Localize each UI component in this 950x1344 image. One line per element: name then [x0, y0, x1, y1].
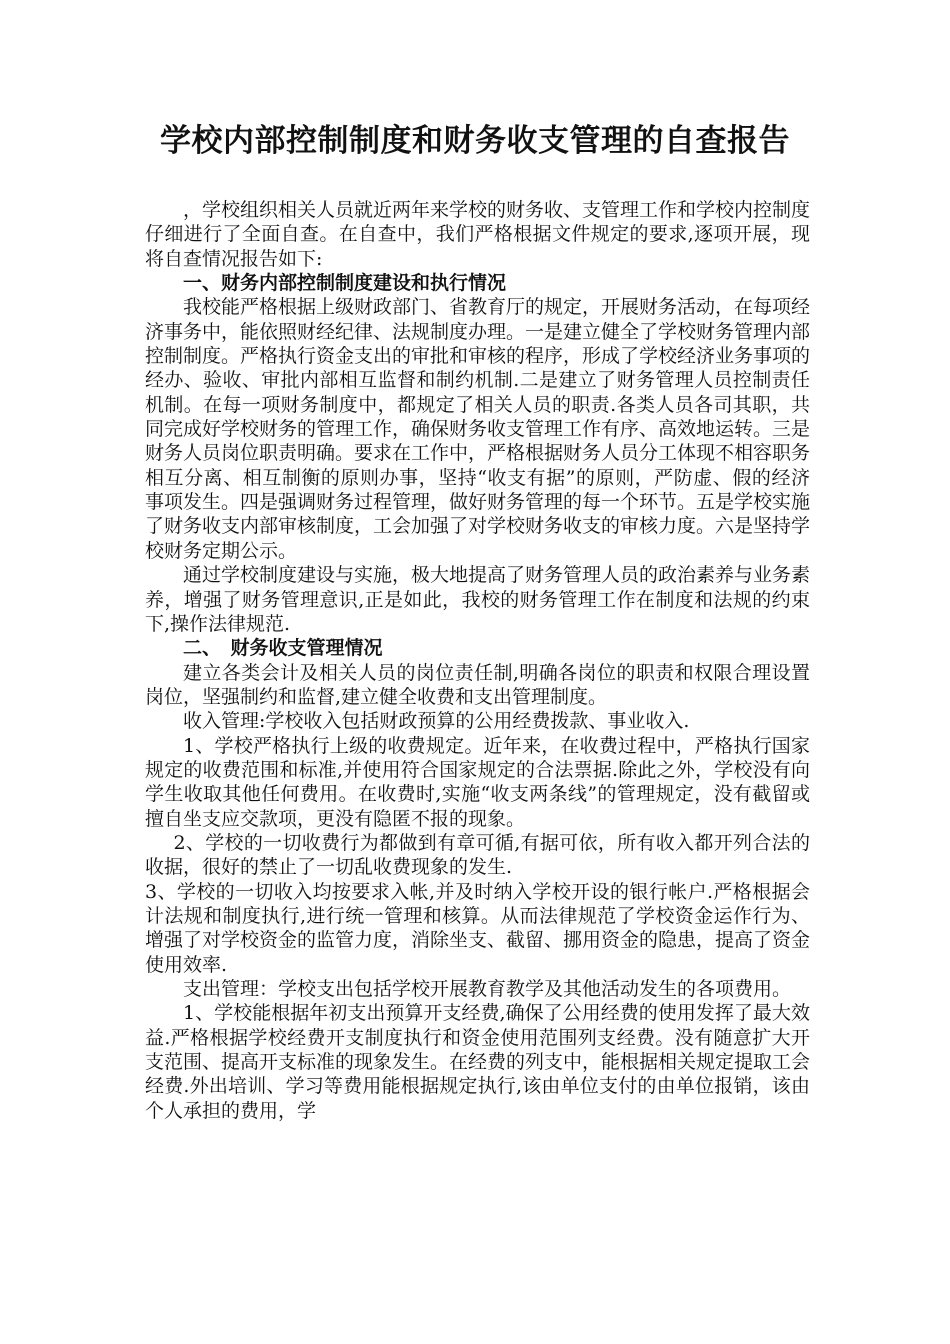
document-body — [145, 198, 810, 1123]
paragraph-responsibility: 建立各类会计及相关人员的岗位责任制,明确各岗位的职责和权限合理设置岗位，坚强制约和监督,建立健全收费和支出管理制度。 — [145, 661, 810, 708]
section-heading-1: 一、财务内部控制制度建设和执行情况 — [183, 272, 507, 295]
paragraph-income-item-1: 1、学校严格执行上级的收费规定。近年来，在收费过程中，严格执行国家规定的收费范围和标准,并使用符合国家规定的合法票据.除此之外，学校没有向学生收取其他任何费用。在收费时,实施“收支两条线”的管理规定，没有截留或擅自坐支应交款项，更没有隐匿不报的现象。 — [145, 734, 810, 830]
paragraph-income-management: 收入管理:学校收入包括财政预算的公用经费拨款、事业收入. — [183, 710, 690, 733]
paragraph-income-item-3: 3、学校的一切收入均按要求入帐,并及时纳入学校开设的银行帐户.严格根据会计法规和制度执行,进行统一管理和核算。从而法律规范了学校资金运作行为、增强了对学校资金的监管力度，消除坐支、截留、挪用资金的隐患，提高了资金使用效率. — [145, 880, 811, 976]
paragraph-control-system: 我校能严格根据上级财政部门、省教育厅的规定，开展财务活动，在每项经济事务中，能依照财经纪律、法规制度办理。一是建立健全了学校财务管理内部控制制度。严格执行资金支出的审批和审核的程序，形成了学校经济业务事项的经办、验收、审批内部相互监督和制约机制.二是建立了财务管理人员控制责任机制。在每一项财务制度中，都规定了相关人员的职责.各类人员各司其职，共同完成好学校财务的管理工作，确保财务收支管理工作有序、高效地运转。三是财务人员岗位职责明确。要求在工作中，严格根据财务人员分工体现不相容职务相互分离、相互制衡的原则办事，坚持“收支有据”的原则，严防虚、假的经济事项发生。四是强调财务过程管理，做好财务管理的每一个环节。五是学校实施了财务收支内部审核制度，工会加强了对学校财务收支的审核力度。六是坚持学校财务定期公示。 — [145, 296, 811, 562]
document-title: 学校内部控制制度和财务收支管理的自查报告 — [160, 123, 790, 159]
paragraph-expense-management: 支出管理：学校支出包括学校开展教育教学及其他活动发生的各项费用。 — [183, 978, 792, 1000]
paragraph-expense-item-1: 1、学校能根据年初支出预算开支经费,确保了公用经费的使用发挥了最大效益.严格根据学校经费开支制度执行和资金使用范围列支经费。没有随意扩大开支范围、提高开支标准的现象发生。在经费的列支中，能根据相关规定提取工会经费.外出培训、学习等费用能根据规定执行,该由单位支付的由单位报销，该由个人承担的费用，学 — [145, 1002, 811, 1122]
section-heading-2: 二、 财务收支管理情况 — [183, 637, 383, 660]
paragraph-intro: ，学校组织相关人员就近两年来学校的财务收、支管理工作和学校内控制度仔细进行了全面自查。在自查中，我们严格根据文件规定的要求,逐项开展，现将自查情况报告如下: — [145, 199, 811, 270]
paragraph-control-result: 通过学校制度建设与实施，极大地提高了财务管理人员的政治素养与业务素养，增强了财务管理意识,正是如此，我校的财务管理工作在制度和法规的约束下,操作法律规范. — [145, 564, 811, 635]
paragraph-income-item-2: 2、学校的一切收费行为都做到有章可循,有据可依，所有收入都开列合法的收据，很好的禁止了一切乱收费现象的发生. — [145, 831, 810, 879]
